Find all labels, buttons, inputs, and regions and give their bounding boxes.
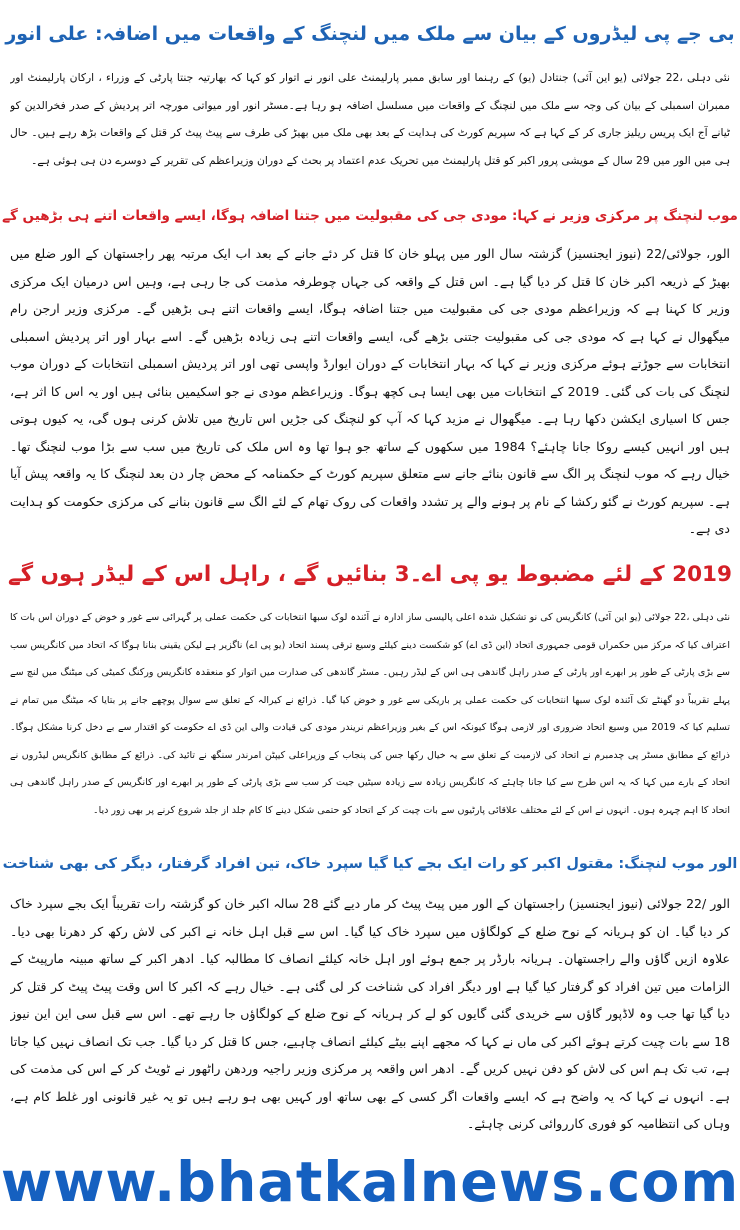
headline-mob-lynching-minister: موب لنچنگ پر مرکزی وزیر نے کہا: مودی جی کی مقبولیت میں جتنا اضافہ ہوگا، ایسے واقعات اتنے ہی بڑھیں گے xyxy=(2,208,738,224)
headline-alwar-akbar: الور موب لنچنگ: مقتول اکبر کو رات ایک بجے کیا گیا سپرد خاک، تین افراد گرفتار، دیگر کی بھی شناخت xyxy=(2,856,738,872)
article-body-alwar-akbar: الور /22 جولائی (نیوز ایجنسیز) راجستھان کے الور میں پیٹ پیٹ کر مار دیے گئے 28 سالہ اکبر خان کو گزشتہ رات تقریباً ایک بجے سپرد خاک کر دیا گیا۔ ان کو ہریانہ کے نوح ضلع کے کولگاؤں میں سپرد خاک کیا گیا۔ اس سے قبل اہل خانہ نے اکبر کی لاش رکھ کر دھرنا بھی دیا۔ علاوہ ازیں گاؤں والے راجستھان۔ ہریانہ بارڈر پر جمع ہوئے اور اہل خانہ کیلئے انصاف کا مطالبہ کیا۔ ادھر اکبر کے ساتھ مبینہ مارپیٹ کے الزامات میں تین افراد کو گرفتار کیا گیا ہے اور دیگر افراد کی شناخت کر لی گئی ہے۔ خیال رہے کہ اکبر کا اس وقت پیٹ پیٹ کر قتل کر دیا گیا تھا جب وہ لاڈپور گاؤں سے خریدی گئی گایوں کو لے کر ہریانہ کے نوح ضلع کے کولگاؤں جا رہے تھے۔ اس سے قبل سی این این نیوز 18 سے بات چیت کرتے ہوئے اکبر کی ماں نے کہا کہ مجھے اپنے بیٹے کیلئے انصاف چاہیے، جس کا قتل کر دیا گیا۔ جب تک انصاف نہیں کیا جاتا ہے، تب تک ہم اس کی لاش کو دفن نہیں کریں گے۔ ادھر اس واقعہ پر مرکزی وزیر راجیہ وردھن راٹھور نے ٹویٹ کر کے اس کی مذمت کی ہے۔ انہوں نے کہا کہ یہ واضح ہے کہ ایسے واقعات اگر کسی کے بھی ساتھ اور کہیں بھی ہو رہے ہیں تو یہ غیر قانونی اور غلط کام ہے، وہاں کی انتظامیہ کو فوری کارروائی کرنی چاہئے۔ xyxy=(10,896,730,1131)
headline-upa-3: 2019 کے لئے مضبوط یو پی اے۔3 بنائیں گے ، راہل اس کے لیڈر ہوں گے xyxy=(8,562,732,587)
article-body-mob-lynching-minister: الور، جولائی/22 (نیوز ایجنسیز) گزشتہ سال الور میں پہلو خان کا قتل کر دئے جانے کے بعد اب ایک مرتبہ پھر راجستھان کے الور ضلع میں بھیڑ کے ذریعہ اکبر خان کا قتل کر دیا گیا ہے۔ اس قتل کے واقعہ کی جہاں چوطرفہ مذمت کی جا رہی ہے، وہیں اس درمیان ایک مرکزی وزیر کا کہنا ہے کہ وزیراعظم مودی جی کی مقبولیت میں جتنا اضافہ ہوگا، ایسے واقعات اتنے ہی بڑھیں گے۔ مرکزی وزیر ارجن رام میگھوال نے کہا ہے کہ مودی جی کی مقبولیت جتنی بڑھے گی، ایسے واقعات اتنے ہی زیادہ بڑھیں گے۔ اسے بہار اور اتر پردیش اسمبلی انتخابات سے جوڑتے ہوئے مرکزی وزیر نے کہا کہ بہار انتخابات کے دوران ایوارڈ واپسی تھی اور اتر پردیش اسمبلی انتخابات کے دوران موب لنچنگ کی بات کی گئی۔ 2019 کے انتخابات میں بھی ایسا ہی کچھ ہوگا۔ وزیراعظم مودی نے جو اسکیمیں بنائی ہیں اور یہ اس کا اثر ہے، جس کا اسیاری ایکشن دکھا رہا ہے۔ میگھوال نے مزید کہا کہ آپ کو لنچنگ کی جڑیں اس تاریخ میں تلاش کرنی ہوں گی، یہ کیوں ہوتی ہیں اور انہیں کیسے روکا جانا چاہئے؟ 1984 میں سکھوں کے ساتھ جو ہوا تھا وہ اس ملک کی تاریخ میں سب سے بڑا موب لنچنگ تھا۔ خیال رہے کہ موب لنچنگ پر الگ سے قانون بنائے جانے سے متعلق سپریم کورٹ کے حکمنامہ کے محض چار دن بعد لنچنگ کا یہ واقعہ پیش آیا ہے۔ سپریم کورٹ نے گئو رکشا کے نام پر ہونے والے پر تشدد واقعات کی روک تھام کے لئے الگ سے قانون بنانے کی مرکزی حکومت کو ہدایت دی ہے۔ xyxy=(10,246,730,536)
article-body-ali-anwar: نئی دہلی ،22 جولائی (یو این آئی) جنتادل (یو) کے رہنما اور سابق ممبر پارلیمنٹ علی انور نے اتوار کو کہا کہ بھارتیہ جنتا پارٹی کے وزراء ، ارکان پارلیمنٹ اور ممبران اسمبلی کے بیان کی وجہ سے ملک میں لنچنگ کے واقعات میں مسلسل اضافہ ہو رہا ہے۔مسٹر انور اور میواتی مورچہ اتر پردیش کے صدر فخرالدین کو ٹیانے آج ایک پریس ریلیز جاری کر کے کہا ہے کہ سپریم کورٹ کی ہدایت کے بعد بھی ملک میں بھیڑ کی طرف سے پیٹ پیٹ کر قتل کے واقعات بڑھ رہے ہیں۔ حال ہی میں الور میں 29 سال کے مویشی پرور اکبر کو قتل پارلیمنٹ میں تحریک عدم اعتماد پر بحث کے دوران وزیراعظم کی تقریر کے دوسرے دن ہی ہوئی ہے۔ xyxy=(10,71,730,167)
article-body-upa-3: نئی دہلی ،22 جولائی (یو این آئی) کانگریس کی نو تشکیل شدہ اعلی پالیسی ساز ادارہ نے آئندہ لوک سبھا انتخابات کی حکمت عملی پر گہرائی سے غور و خوض کے دوران اس بات کا اعتراف کیا کہ مرکز میں حکمراں قومی جمہوری اتحاد (این ڈی اے) کو شکست دینے کیلئے وسیع ترقی پسند اتحاد (یو پی اے) ناگزیر ہے لیکن یقینی بنانا ہوگا کہ اتحاد میں کانگریس سب سے بڑی پارٹی کے طور پر ابھرے اور پارٹی کے صدر راہل گاندھی ہی اس کے لیڈر رہیں۔ مسٹر گاندھی کی صدارت میں اتوار کو منعقدہ کانگریس ورکنگ کمیٹی کی میٹنگ میں لنچ سے پہلے تقریباً دو گھنٹے تک آئندہ لوک سبھا انتخابات کی حکمت عملی پر باریکی سے غور و خوض کیا گیا۔ ذرائع نے کیرالہ کے تعلق سے سوال پوچھے جانے پر بتایا کہ میٹنگ میں تمام نے تسلیم کیا کہ 2019 میں وسیع اتحاد ضروری اور لازمی ہوگا کیونکہ اس کے بغیر وزیراعظم نریندر مودی کی قیادت والی این ڈی اے حکومت کو اقتدار سے بے دخل کرنا مشکل ہوگا۔ ذرائع کے مطابق مسٹر پی چدمبرم نے اتحاد کی لازمیت کے تعلق سے یہ خیال رکھا جس کی پنجاب کے وزیراعلی کیپٹن امرندر سنگھ نے تائید کی۔ ذرائع کے مطابق کانگریس لیڈروں نے اتحاد کے بارے میں کہا کہ یہ اس طرح سے کیا جانا چاہئے کہ کانگریس زیادہ سے زیادہ سیٹیں جیت کر سب سے بڑی پارٹی کے طور پر ابھرے اور کانگریس کے صدر راہل گاندھی ہی اتحاد کا اہم چہرہ ہوں۔ انہوں نے اس کے لئے مختلف علاقائی پارٹیوں سے بات چیت کر کے اتحاد کو حتمی شکل دینے کا کام جلد از جلد شروع کرنے پر بھی زور دیا۔ xyxy=(10,612,730,816)
headline-ali-anwar: بی جے پی لیڈروں کے بیان سے ملک میں لنچنگ کے واقعات میں اضافہ: علی انور xyxy=(5,23,735,45)
site-watermark: www.bhatkalnews.com xyxy=(0,1150,740,1215)
